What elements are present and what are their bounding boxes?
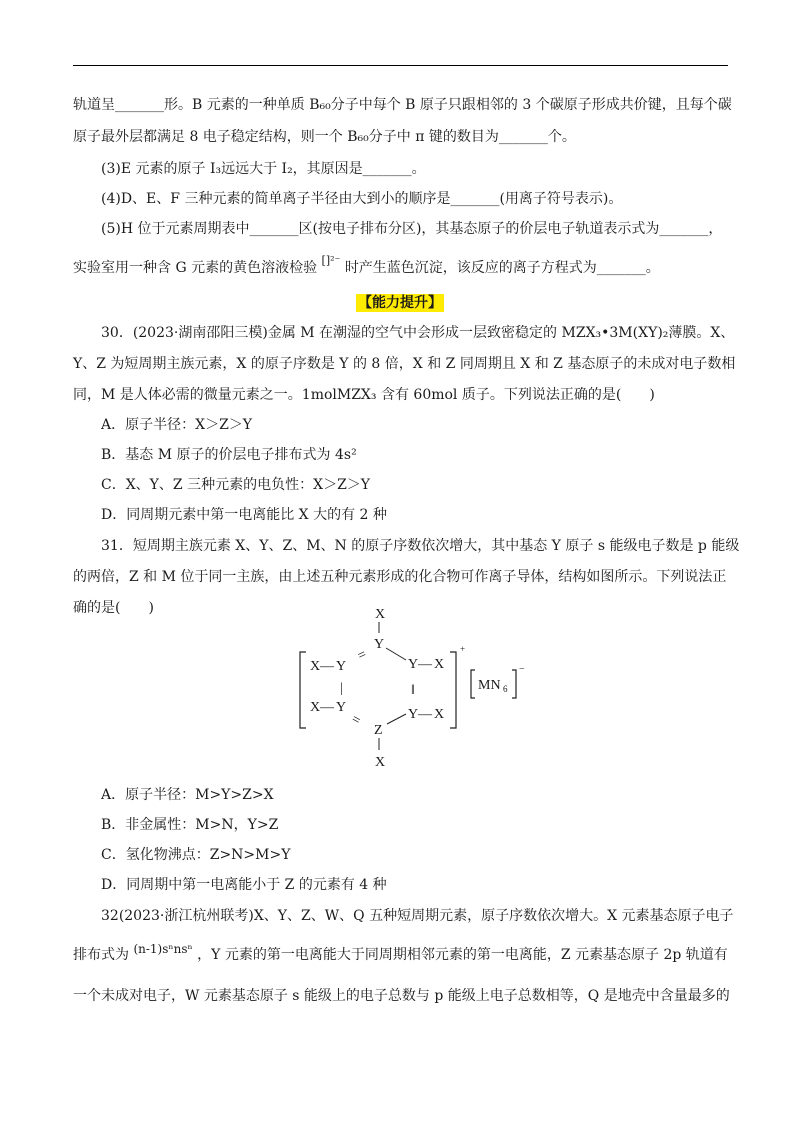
cation-charge: + (460, 644, 466, 654)
question-31-option-b: B．非金属性：M>N，Y>Z (101, 817, 279, 833)
bond-label: | (340, 681, 343, 696)
question-32-stem: 32(2023·浙江杭州联考)X、Y、Z、W、Q 五种短周期元素，原子序数依次增大。X 元素基态原子电子 (101, 908, 734, 924)
question-31-option-c: C．氢化物沸点：Z>N>M>Y (101, 847, 291, 863)
section-heading (0, 293, 800, 313)
bond-label: = (355, 647, 369, 664)
question-31-stem: 的两倍，Z 和 M 位于同一主族，由上述五种元素形成的化合物可作离子导体，结构如图所示。下列说法正 (73, 569, 727, 585)
atom-label: Y (374, 637, 385, 652)
text-line: 原子最外层都满足 8 电子稳定结构，则一个 B₆₀分子中 π 键的数目为_______个。 (73, 129, 576, 145)
bond-line (387, 714, 406, 724)
atom-label: Z (374, 723, 383, 738)
question-30-stem: 30．(2023·湖南邵阳三模)金属 M 在潮湿的空气中会形成一层致密稳定的 MZX₃•3M(XY)₂薄膜。X、 (101, 325, 735, 341)
question-32-stem (73, 942, 728, 965)
atom-label: X (434, 657, 445, 672)
question-30-stem: 同，M 是人体必需的微量元素之一。1molMZX₃ 含有 60mol 质子。下列说法正确的是( ) (73, 387, 655, 403)
bond-label: — (418, 707, 432, 722)
question-31-stem: 确的是( ) (73, 600, 154, 616)
question-31-option-a: A．原子半径：M>Y>Z>X (101, 787, 274, 803)
question-30-option-b: B．基态 M 原子的价层电子排布式为 4s² (101, 447, 357, 463)
cation-bracket-left (300, 652, 306, 728)
atom-label: X (310, 700, 321, 715)
text-line: (3)E 元素的原子 I₃远远大于 I₂，其原因是_______。 (101, 161, 426, 177)
text-segment: 时产生蓝色沉淀，该反应的离子方程式为_______。 (344, 260, 660, 276)
atom-label: Y (336, 659, 347, 674)
text-line: (5)H 位于元素周期表中_______区(按电子排布分区)，其基态原子的价层电子轨道表示式为_______， (101, 221, 723, 237)
cation-bracket-right (450, 652, 456, 728)
question-30-option-c: C．X、Y、Z 三种元素的电负性：X＞Z＞Y (101, 477, 371, 493)
question-31-stem: 31．短周期主族元素 X、Y、Z、M、N 的原子序数依次增大，其中基态 Y 原子 s 能级电子数是 p 能级 (101, 538, 740, 554)
text-line: (4)D、E、F 三种元素的简单离子半径由大到小的顺序是_______(用离子符号表示)。 (101, 191, 623, 207)
bond-label: ‖ (411, 683, 415, 698)
text-line: 轨道呈_______形。B 元素的一种单质 B₆₀分子中每个 B 原子只跟相邻的 3 个碳原子形成共价键，且每个碳 (73, 97, 732, 113)
question-30-stem: Y、Z 为短周期主族元素，X 的原子序数是 Y 的 8 倍，X 和 Z 同周期且 X 和 Z 基态原子的未成对电子数相 (73, 356, 736, 372)
question-30-option-d: D．同周期元素中第一电离能比 X 大的有 2 种 (101, 507, 387, 523)
anion-bracket-right (512, 670, 516, 698)
header-rule (73, 65, 728, 66)
anion-bracket-left (471, 670, 475, 698)
question-32-stem: 一个未成对电子，W 元素基态原子 s 能级上的电子总数与 p 能级上电子总数相等，Q 是地壳中含量最多的 (73, 988, 730, 1004)
atom-label: X (375, 607, 386, 622)
inline-ion-formula: []²⁻ (321, 254, 341, 267)
atom-label: X (434, 707, 445, 722)
bond-label: — (320, 700, 334, 715)
text-segment: ，Y 元素的第一电离能大于同周期相邻元素的第一电离能，Z 元素基态原子 2p 轨道有 (197, 947, 728, 963)
atom-label: X (310, 659, 321, 674)
structure-diagram (290, 600, 530, 770)
atom-label: Y (408, 707, 419, 722)
text-segment: 实验室用一种含 G 元素的黄色溶液检验 (73, 260, 318, 276)
question-30-option-a: A．原子半径：X＞Z＞Y (101, 417, 253, 433)
bond-label: — (418, 657, 432, 672)
anion-charge: − (519, 664, 525, 675)
text-segment: 排布式为 (73, 947, 129, 963)
atom-label: X (375, 755, 386, 770)
section-badge: 【能力提升】 (358, 295, 442, 311)
electron-config-formula: (n-1)sⁿnsⁿ (133, 942, 193, 956)
atom-label: Y (336, 700, 347, 715)
atom-label: Y (408, 657, 419, 672)
text-line (73, 254, 660, 279)
anion-formula: MN (478, 678, 501, 693)
anion-subscript: 6 (503, 684, 508, 694)
bond-label: = (348, 711, 363, 729)
bond-line (386, 648, 406, 660)
question-31-option-d: D．同周期中第一电离能小于 Z 的元素有 4 种 (101, 877, 387, 893)
bond-label: — (320, 659, 334, 674)
